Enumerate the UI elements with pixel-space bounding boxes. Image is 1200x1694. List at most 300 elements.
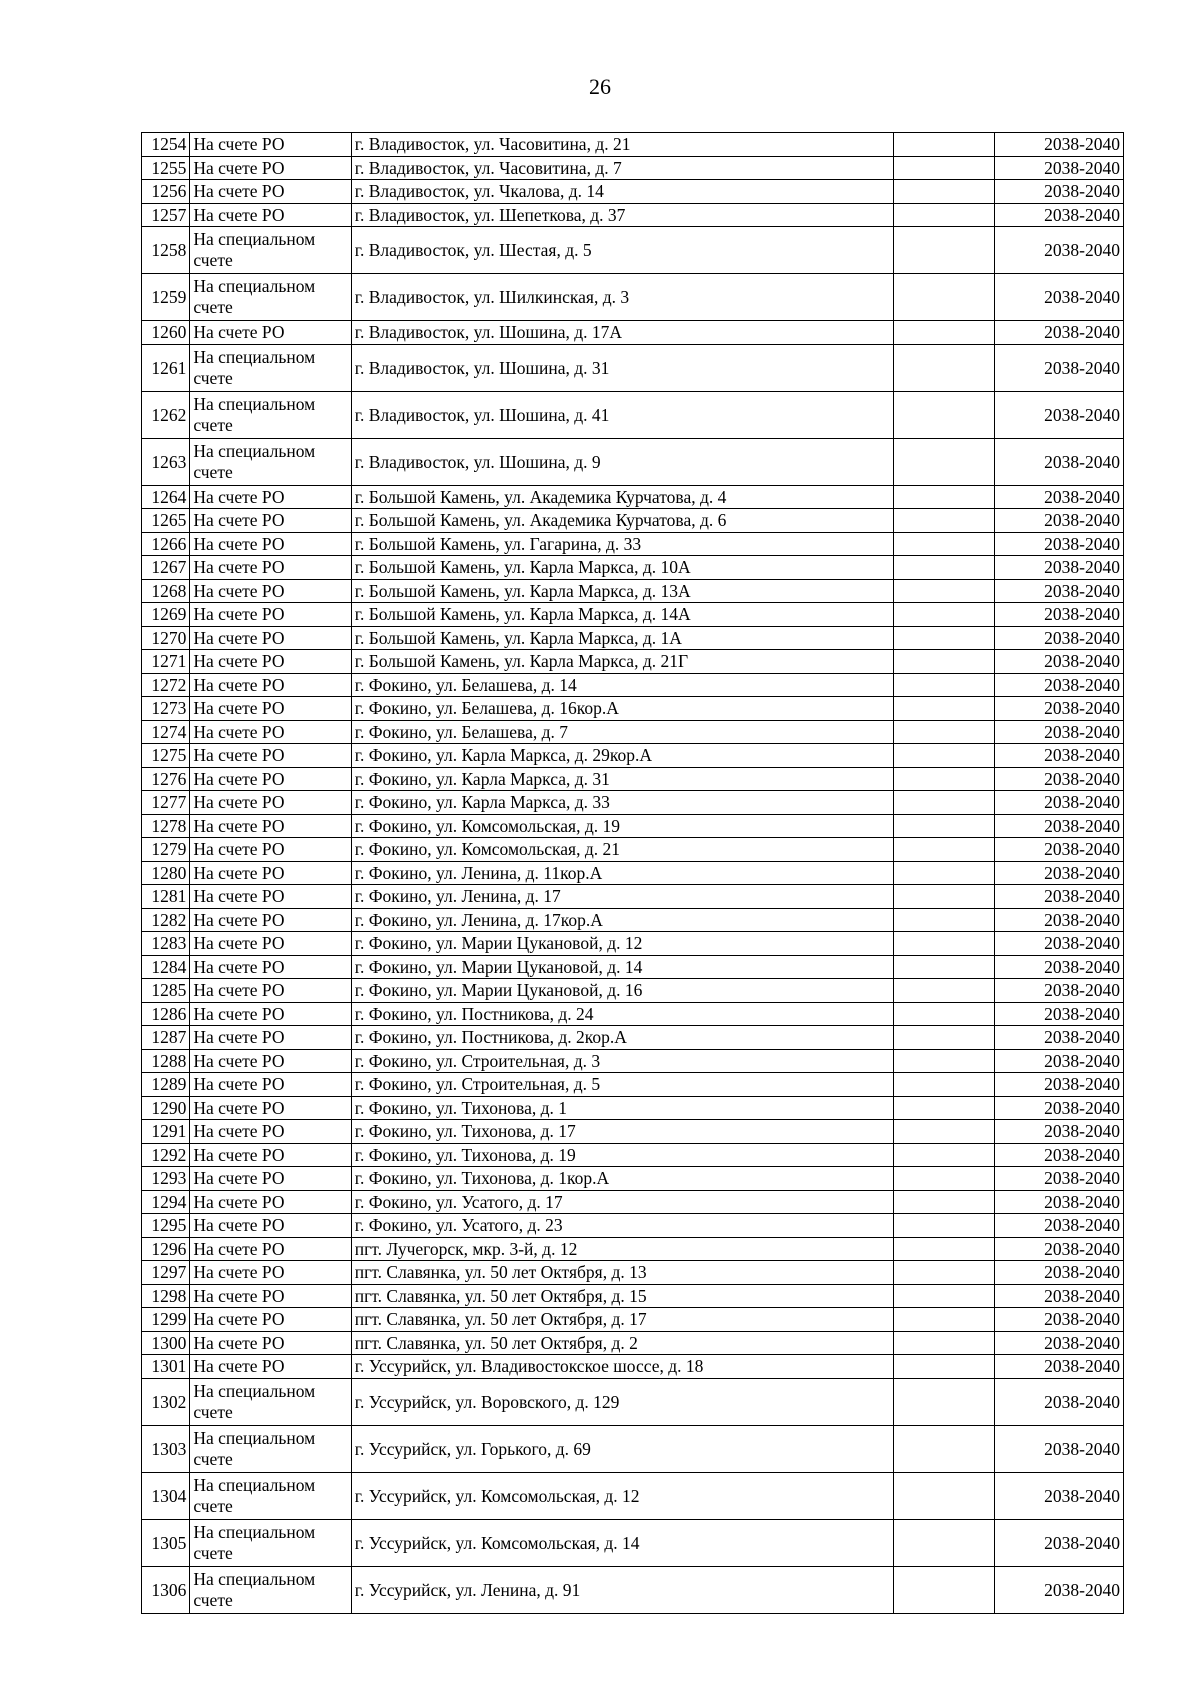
period-cell: 2038-2040 xyxy=(995,767,1124,791)
empty-cell xyxy=(893,1261,995,1285)
table-row xyxy=(142,321,1124,345)
row-number-cell: 1285 xyxy=(142,979,190,1003)
address-cell: пгт. Лучегорск, мкр. 3-й, д. 12 xyxy=(351,1237,893,1261)
empty-cell xyxy=(893,485,995,509)
table-row xyxy=(142,744,1124,768)
address-cell: г. Фокино, ул. Белашева, д. 16кор.А xyxy=(351,697,893,721)
row-number-cell: 1264 xyxy=(142,485,190,509)
row-number-cell: 1281 xyxy=(142,885,190,909)
account-mode-cell: На счете РО xyxy=(190,861,351,885)
empty-cell xyxy=(893,979,995,1003)
address-cell: г. Владивосток, ул. Чкалова, д. 14 xyxy=(351,180,893,204)
table-row xyxy=(142,391,1124,438)
address-cell: г. Большой Камень, ул. Карла Маркса, д. 13А xyxy=(351,579,893,603)
row-number-cell: 1292 xyxy=(142,1143,190,1167)
period-cell: 2038-2040 xyxy=(995,227,1124,274)
empty-cell xyxy=(893,1167,995,1191)
page-number: 26 xyxy=(589,74,611,99)
empty-cell xyxy=(893,861,995,885)
account-mode-cell: На счете РО xyxy=(190,156,351,180)
account-mode-cell: На счете РО xyxy=(190,1261,351,1285)
table-row xyxy=(142,485,1124,509)
row-number-cell: 1290 xyxy=(142,1096,190,1120)
account-mode-cell: На специальном счете xyxy=(190,274,351,321)
address-cell: пгт. Славянка, ул. 50 лет Октября, д. 13 xyxy=(351,1261,893,1285)
row-number-cell: 1255 xyxy=(142,156,190,180)
row-number-cell: 1282 xyxy=(142,908,190,932)
period-cell: 2038-2040 xyxy=(995,1214,1124,1238)
table-row xyxy=(142,438,1124,485)
row-number-cell: 1263 xyxy=(142,438,190,485)
empty-cell xyxy=(893,1378,995,1425)
empty-cell xyxy=(893,227,995,274)
address-cell: г. Большой Камень, ул. Карла Маркса, д. 1А xyxy=(351,626,893,650)
table-row xyxy=(142,979,1124,1003)
empty-cell xyxy=(893,838,995,862)
account-mode-cell: На счете РО xyxy=(190,509,351,533)
row-number-cell: 1294 xyxy=(142,1190,190,1214)
table-row xyxy=(142,1167,1124,1191)
account-mode-cell: На счете РО xyxy=(190,626,351,650)
table-row xyxy=(142,1355,1124,1379)
address-cell: г. Фокино, ул. Марии Цукановой, д. 14 xyxy=(351,955,893,979)
period-cell: 2038-2040 xyxy=(995,532,1124,556)
account-mode-cell: На специальном счете xyxy=(190,438,351,485)
row-number-cell: 1271 xyxy=(142,650,190,674)
account-mode-cell: На счете РО xyxy=(190,1120,351,1144)
table-row xyxy=(142,1143,1124,1167)
empty-cell xyxy=(893,1425,995,1472)
account-mode-cell: На счете РО xyxy=(190,1096,351,1120)
address-cell: г. Фокино, ул. Комсомольская, д. 21 xyxy=(351,838,893,862)
account-mode-cell: На счете РО xyxy=(190,1308,351,1332)
table-row xyxy=(142,697,1124,721)
account-mode-cell: На счете РО xyxy=(190,532,351,556)
period-cell: 2038-2040 xyxy=(995,1073,1124,1097)
empty-cell xyxy=(893,1143,995,1167)
address-cell: г. Большой Камень, ул. Гагарина, д. 33 xyxy=(351,532,893,556)
table-row xyxy=(142,720,1124,744)
table-row xyxy=(142,579,1124,603)
row-number-cell: 1277 xyxy=(142,791,190,815)
table-row xyxy=(142,814,1124,838)
empty-cell xyxy=(893,1519,995,1566)
row-number-cell: 1306 xyxy=(142,1566,190,1613)
row-number-cell: 1272 xyxy=(142,673,190,697)
empty-cell xyxy=(893,1190,995,1214)
account-mode-cell: На счете РО xyxy=(190,1284,351,1308)
account-mode-cell: На счете РО xyxy=(190,814,351,838)
table-row xyxy=(142,1120,1124,1144)
table-row xyxy=(142,1472,1124,1519)
period-cell: 2038-2040 xyxy=(995,697,1124,721)
empty-cell xyxy=(893,180,995,204)
table-row xyxy=(142,1073,1124,1097)
empty-cell xyxy=(893,321,995,345)
empty-cell xyxy=(893,579,995,603)
empty-cell xyxy=(893,1237,995,1261)
account-mode-cell: На счете РО xyxy=(190,720,351,744)
table-row xyxy=(142,955,1124,979)
period-cell: 2038-2040 xyxy=(995,156,1124,180)
address-cell: г. Уссурийск, ул. Горького, д. 69 xyxy=(351,1425,893,1472)
row-number-cell: 1295 xyxy=(142,1214,190,1238)
row-number-cell: 1284 xyxy=(142,955,190,979)
empty-cell xyxy=(893,673,995,697)
address-cell: г. Фокино, ул. Строительная, д. 3 xyxy=(351,1049,893,1073)
table-row xyxy=(142,1237,1124,1261)
table-row xyxy=(142,156,1124,180)
account-mode-cell: На счете РО xyxy=(190,1355,351,1379)
address-cell: г. Фокино, ул. Комсомольская, д. 19 xyxy=(351,814,893,838)
address-cell: г. Владивосток, ул. Часовитина, д. 7 xyxy=(351,156,893,180)
period-cell: 2038-2040 xyxy=(995,1096,1124,1120)
table-row xyxy=(142,1049,1124,1073)
row-number-cell: 1304 xyxy=(142,1472,190,1519)
empty-cell xyxy=(893,626,995,650)
account-mode-cell: На счете РО xyxy=(190,697,351,721)
empty-cell xyxy=(893,1566,995,1613)
period-cell: 2038-2040 xyxy=(995,438,1124,485)
period-cell: 2038-2040 xyxy=(995,274,1124,321)
empty-cell xyxy=(893,156,995,180)
table-row xyxy=(142,509,1124,533)
address-cell: г. Фокино, ул. Тихонова, д. 17 xyxy=(351,1120,893,1144)
address-cell: г. Фокино, ул. Ленина, д. 17кор.А xyxy=(351,908,893,932)
account-mode-cell: На счете РО xyxy=(190,1190,351,1214)
table-row xyxy=(142,885,1124,909)
address-cell: г. Уссурийск, ул. Воровского, д. 129 xyxy=(351,1378,893,1425)
row-number-cell: 1297 xyxy=(142,1261,190,1285)
address-cell: г. Фокино, ул. Тихонова, д. 1 xyxy=(351,1096,893,1120)
period-cell: 2038-2040 xyxy=(995,932,1124,956)
empty-cell xyxy=(893,1049,995,1073)
account-mode-cell: На счете РО xyxy=(190,1167,351,1191)
address-cell: г. Владивосток, ул. Шилкинская, д. 3 xyxy=(351,274,893,321)
empty-cell xyxy=(893,344,995,391)
row-number-cell: 1296 xyxy=(142,1237,190,1261)
period-cell: 2038-2040 xyxy=(995,979,1124,1003)
address-cell: пгт. Славянка, ул. 50 лет Октября, д. 2 xyxy=(351,1331,893,1355)
row-number-cell: 1254 xyxy=(142,133,190,157)
table-row xyxy=(142,650,1124,674)
row-number-cell: 1291 xyxy=(142,1120,190,1144)
account-mode-cell: На счете РО xyxy=(190,579,351,603)
account-mode-cell: На счете РО xyxy=(190,321,351,345)
empty-cell xyxy=(893,603,995,627)
row-number-cell: 1268 xyxy=(142,579,190,603)
table-row xyxy=(142,1378,1124,1425)
address-cell: г. Владивосток, ул. Шепеткова, д. 37 xyxy=(351,203,893,227)
address-cell: г. Фокино, ул. Белашева, д. 7 xyxy=(351,720,893,744)
period-cell: 2038-2040 xyxy=(995,1378,1124,1425)
account-mode-cell: На специальном счете xyxy=(190,1425,351,1472)
table-row xyxy=(142,1566,1124,1613)
empty-cell xyxy=(893,697,995,721)
table-row xyxy=(142,1214,1124,1238)
account-mode-cell: На счете РО xyxy=(190,885,351,909)
address-cell: г. Уссурийск, ул. Комсомольская, д. 14 xyxy=(351,1519,893,1566)
table-row xyxy=(142,838,1124,862)
empty-cell xyxy=(893,391,995,438)
empty-cell xyxy=(893,203,995,227)
table-row xyxy=(142,673,1124,697)
address-cell: г. Уссурийск, ул. Владивостокское шоссе, д. 18 xyxy=(351,1355,893,1379)
empty-cell xyxy=(893,1214,995,1238)
table-row xyxy=(142,932,1124,956)
period-cell: 2038-2040 xyxy=(995,391,1124,438)
row-number-cell: 1293 xyxy=(142,1167,190,1191)
period-cell: 2038-2040 xyxy=(995,485,1124,509)
address-cell: г. Владивосток, ул. Шошина, д. 31 xyxy=(351,344,893,391)
period-cell: 2038-2040 xyxy=(995,1120,1124,1144)
period-cell: 2038-2040 xyxy=(995,838,1124,862)
period-cell: 2038-2040 xyxy=(995,673,1124,697)
empty-cell xyxy=(893,1308,995,1332)
empty-cell xyxy=(893,274,995,321)
period-cell: 2038-2040 xyxy=(995,1026,1124,1050)
empty-cell xyxy=(893,1073,995,1097)
account-mode-cell: На счете РО xyxy=(190,485,351,509)
table-row xyxy=(142,1190,1124,1214)
table-row xyxy=(142,1284,1124,1308)
empty-cell xyxy=(893,1355,995,1379)
account-mode-cell: На счете РО xyxy=(190,556,351,580)
address-cell: г. Большой Камень, ул. Карла Маркса, д. 10А xyxy=(351,556,893,580)
row-number-cell: 1261 xyxy=(142,344,190,391)
row-number-cell: 1270 xyxy=(142,626,190,650)
empty-cell xyxy=(893,908,995,932)
row-number-cell: 1288 xyxy=(142,1049,190,1073)
period-cell: 2038-2040 xyxy=(995,344,1124,391)
account-mode-cell: На счете РО xyxy=(190,1214,351,1238)
address-cell: г. Уссурийск, ул. Комсомольская, д. 12 xyxy=(351,1472,893,1519)
address-cell: г. Большой Камень, ул. Академика Курчатова, д. 4 xyxy=(351,485,893,509)
period-cell: 2038-2040 xyxy=(995,321,1124,345)
table-row xyxy=(142,1002,1124,1026)
table-row xyxy=(142,1261,1124,1285)
period-cell: 2038-2040 xyxy=(995,814,1124,838)
empty-cell xyxy=(893,532,995,556)
table-row xyxy=(142,180,1124,204)
table-row xyxy=(142,227,1124,274)
empty-cell xyxy=(893,1026,995,1050)
account-mode-cell: На счете РО xyxy=(190,838,351,862)
row-number-cell: 1256 xyxy=(142,180,190,204)
table-row xyxy=(142,1096,1124,1120)
row-number-cell: 1279 xyxy=(142,838,190,862)
account-mode-cell: На счете РО xyxy=(190,744,351,768)
address-cell: г. Фокино, ул. Марии Цукановой, д. 16 xyxy=(351,979,893,1003)
address-cell: г. Фокино, ул. Марии Цукановой, д. 12 xyxy=(351,932,893,956)
address-cell: г. Фокино, ул. Белашева, д. 14 xyxy=(351,673,893,697)
table-row xyxy=(142,532,1124,556)
empty-cell xyxy=(893,932,995,956)
empty-cell xyxy=(893,720,995,744)
empty-cell xyxy=(893,1284,995,1308)
address-cell: г. Фокино, ул. Тихонова, д. 19 xyxy=(351,1143,893,1167)
table-row xyxy=(142,1519,1124,1566)
account-mode-cell: На счете РО xyxy=(190,133,351,157)
table-row xyxy=(142,603,1124,627)
row-number-cell: 1267 xyxy=(142,556,190,580)
account-mode-cell: На счете РО xyxy=(190,1143,351,1167)
period-cell: 2038-2040 xyxy=(995,603,1124,627)
registry-table xyxy=(141,132,1124,1614)
empty-cell xyxy=(893,1331,995,1355)
account-mode-cell: На счете РО xyxy=(190,979,351,1003)
empty-cell xyxy=(893,556,995,580)
period-cell: 2038-2040 xyxy=(995,1331,1124,1355)
period-cell: 2038-2040 xyxy=(995,955,1124,979)
address-cell: г. Уссурийск, ул. Ленина, д. 91 xyxy=(351,1566,893,1613)
empty-cell xyxy=(893,1096,995,1120)
row-number-cell: 1275 xyxy=(142,744,190,768)
row-number-cell: 1258 xyxy=(142,227,190,274)
address-cell: г. Фокино, ул. Ленина, д. 17 xyxy=(351,885,893,909)
address-cell: г. Владивосток, ул. Часовитина, д. 21 xyxy=(351,133,893,157)
row-number-cell: 1302 xyxy=(142,1378,190,1425)
address-cell: г. Фокино, ул. Тихонова, д. 1кор.А xyxy=(351,1167,893,1191)
period-cell: 2038-2040 xyxy=(995,744,1124,768)
row-number-cell: 1259 xyxy=(142,274,190,321)
account-mode-cell: На специальном счете xyxy=(190,344,351,391)
period-cell: 2038-2040 xyxy=(995,133,1124,157)
period-cell: 2038-2040 xyxy=(995,1237,1124,1261)
account-mode-cell: На специальном счете xyxy=(190,1566,351,1613)
account-mode-cell: На счете РО xyxy=(190,955,351,979)
row-number-cell: 1298 xyxy=(142,1284,190,1308)
row-number-cell: 1287 xyxy=(142,1026,190,1050)
row-number-cell: 1286 xyxy=(142,1002,190,1026)
period-cell: 2038-2040 xyxy=(995,626,1124,650)
account-mode-cell: На счете РО xyxy=(190,603,351,627)
account-mode-cell: На специальном счете xyxy=(190,391,351,438)
period-cell: 2038-2040 xyxy=(995,1472,1124,1519)
row-number-cell: 1273 xyxy=(142,697,190,721)
table-row xyxy=(142,556,1124,580)
table-row xyxy=(142,274,1124,321)
row-number-cell: 1257 xyxy=(142,203,190,227)
account-mode-cell: На счете РО xyxy=(190,203,351,227)
address-cell: г. Фокино, ул. Ленина, д. 11кор.А xyxy=(351,861,893,885)
account-mode-cell: На счете РО xyxy=(190,932,351,956)
account-mode-cell: На счете РО xyxy=(190,650,351,674)
account-mode-cell: На счете РО xyxy=(190,791,351,815)
row-number-cell: 1276 xyxy=(142,767,190,791)
row-number-cell: 1265 xyxy=(142,509,190,533)
address-cell: г. Владивосток, ул. Шошина, д. 41 xyxy=(351,391,893,438)
account-mode-cell: На счете РО xyxy=(190,908,351,932)
period-cell: 2038-2040 xyxy=(995,556,1124,580)
address-cell: г. Фокино, ул. Карла Маркса, д. 31 xyxy=(351,767,893,791)
period-cell: 2038-2040 xyxy=(995,650,1124,674)
row-number-cell: 1303 xyxy=(142,1425,190,1472)
address-cell: г. Большой Камень, ул. Карла Маркса, д. 21Г xyxy=(351,650,893,674)
row-number-cell: 1283 xyxy=(142,932,190,956)
period-cell: 2038-2040 xyxy=(995,1261,1124,1285)
empty-cell xyxy=(893,885,995,909)
address-cell: г. Фокино, ул. Усатого, д. 23 xyxy=(351,1214,893,1238)
period-cell: 2038-2040 xyxy=(995,1308,1124,1332)
row-number-cell: 1269 xyxy=(142,603,190,627)
account-mode-cell: На счете РО xyxy=(190,1237,351,1261)
period-cell: 2038-2040 xyxy=(995,1190,1124,1214)
address-cell: г. Фокино, ул. Постникова, д. 24 xyxy=(351,1002,893,1026)
period-cell: 2038-2040 xyxy=(995,1167,1124,1191)
empty-cell xyxy=(893,650,995,674)
registry-table-body xyxy=(142,133,1124,1614)
period-cell: 2038-2040 xyxy=(995,1143,1124,1167)
empty-cell xyxy=(893,1472,995,1519)
account-mode-cell: На специальном счете xyxy=(190,1472,351,1519)
table-row xyxy=(142,791,1124,815)
address-cell: г. Владивосток, ул. Шошина, д. 9 xyxy=(351,438,893,485)
address-cell: г. Владивосток, ул. Шошина, д. 17А xyxy=(351,321,893,345)
empty-cell xyxy=(893,509,995,533)
table-row xyxy=(142,1308,1124,1332)
empty-cell xyxy=(893,791,995,815)
account-mode-cell: На счете РО xyxy=(190,1049,351,1073)
period-cell: 2038-2040 xyxy=(995,1355,1124,1379)
period-cell: 2038-2040 xyxy=(995,1049,1124,1073)
period-cell: 2038-2040 xyxy=(995,203,1124,227)
row-number-cell: 1278 xyxy=(142,814,190,838)
address-cell: г. Большой Камень, ул. Карла Маркса, д. 14А xyxy=(351,603,893,627)
period-cell: 2038-2040 xyxy=(995,579,1124,603)
table-row xyxy=(142,767,1124,791)
period-cell: 2038-2040 xyxy=(995,1002,1124,1026)
address-cell: г. Фокино, ул. Постникова, д. 2кор.А xyxy=(351,1026,893,1050)
row-number-cell: 1300 xyxy=(142,1331,190,1355)
period-cell: 2038-2040 xyxy=(995,885,1124,909)
table-row xyxy=(142,344,1124,391)
account-mode-cell: На специальном счете xyxy=(190,1378,351,1425)
address-cell: г. Фокино, ул. Карла Маркса, д. 29кор.А xyxy=(351,744,893,768)
row-number-cell: 1260 xyxy=(142,321,190,345)
table-row xyxy=(142,203,1124,227)
period-cell: 2038-2040 xyxy=(995,1566,1124,1613)
period-cell: 2038-2040 xyxy=(995,720,1124,744)
account-mode-cell: На специальном счете xyxy=(190,1519,351,1566)
table-row xyxy=(142,908,1124,932)
address-cell: г. Фокино, ул. Карла Маркса, д. 33 xyxy=(351,791,893,815)
account-mode-cell: На счете РО xyxy=(190,1331,351,1355)
address-cell: г. Фокино, ул. Строительная, д. 5 xyxy=(351,1073,893,1097)
table-row xyxy=(142,133,1124,157)
row-number-cell: 1262 xyxy=(142,391,190,438)
empty-cell xyxy=(893,955,995,979)
account-mode-cell: На счете РО xyxy=(190,1026,351,1050)
row-number-cell: 1299 xyxy=(142,1308,190,1332)
row-number-cell: 1289 xyxy=(142,1073,190,1097)
account-mode-cell: На счете РО xyxy=(190,673,351,697)
table-row xyxy=(142,1425,1124,1472)
period-cell: 2038-2040 xyxy=(995,1519,1124,1566)
address-cell: г. Владивосток, ул. Шестая, д. 5 xyxy=(351,227,893,274)
period-cell: 2038-2040 xyxy=(995,180,1124,204)
period-cell: 2038-2040 xyxy=(995,1284,1124,1308)
row-number-cell: 1301 xyxy=(142,1355,190,1379)
period-cell: 2038-2040 xyxy=(995,791,1124,815)
address-cell: пгт. Славянка, ул. 50 лет Октября, д. 15 xyxy=(351,1284,893,1308)
account-mode-cell: На счете РО xyxy=(190,1002,351,1026)
row-number-cell: 1266 xyxy=(142,532,190,556)
account-mode-cell: На специальном счете xyxy=(190,227,351,274)
row-number-cell: 1280 xyxy=(142,861,190,885)
period-cell: 2038-2040 xyxy=(995,861,1124,885)
period-cell: 2038-2040 xyxy=(995,1425,1124,1472)
